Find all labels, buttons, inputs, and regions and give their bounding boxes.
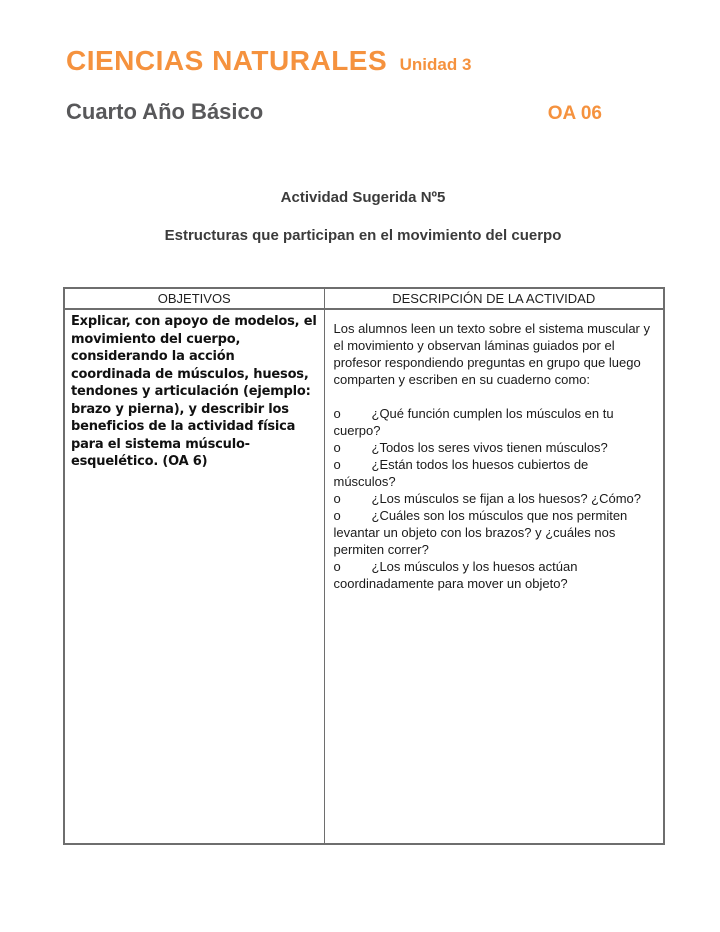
activity-subtitle: Estructuras que participan en el movimiento del cuerpo	[164, 227, 562, 244]
question-item	[334, 456, 654, 490]
bullet-marker: o	[333, 440, 341, 455]
question-text: ¿Los músculos y los huesos actúan coordinadamente para mover un objeto?	[333, 559, 578, 591]
question-text: ¿Los músculos se fijan a los huesos? ¿Cómo?	[371, 491, 642, 506]
question-text: ¿Todos los seres vivos tienen músculos?	[371, 440, 608, 455]
activity-table-wrap	[63, 287, 663, 845]
bullet-marker: o	[333, 457, 341, 472]
objective-cell: Explicar, con apoyo de modelos, el movimiento del cuerpo, considerando la acción coordinada de músculos, huesos, tendones y articulación (ejemplo: brazo y pierna), y describir los beneficios de la actividad física para el sistema músculo-esquelético. (OA 6)	[64, 309, 324, 844]
question-text: ¿Cuáles son los músculos que nos permiten levantar un objeto con los brazos? y ¿cuáles nos permiten correr?	[333, 508, 628, 557]
question-item	[334, 405, 654, 439]
oa-code: OA 06	[547, 103, 602, 124]
document-header	[0, 0, 720, 125]
unit-label: Unidad 3	[399, 55, 472, 74]
bullet-marker: o	[333, 559, 341, 574]
grade-label: Cuarto Año Básico	[66, 99, 264, 124]
description-intro: Los alumnos leen un texto sobre el sistema muscular y el movimiento y observan láminas guiados por el profesor respondiendo preguntas en grupo que luego comparten y escriben en su cuaderno como:	[333, 321, 650, 387]
activity-table	[63, 287, 665, 845]
question-item	[334, 439, 654, 456]
question-text: ¿Qué función cumplen los músculos en tu cuerpo?	[333, 406, 614, 438]
column-header-objetivos: OBJETIVOS	[64, 288, 324, 309]
activity-title: Actividad Sugerida Nº5	[280, 189, 446, 206]
column-header-descripcion: DESCRIPCIÓN DE LA ACTIVIDAD	[324, 288, 664, 309]
activity-titles	[63, 189, 663, 244]
bullet-marker: o	[333, 508, 341, 523]
question-item	[334, 507, 654, 558]
question-item	[334, 558, 654, 592]
bullet-marker: o	[333, 406, 341, 421]
grade-line	[66, 99, 666, 125]
course-title: CIENCIAS NATURALES	[66, 45, 388, 76]
description-cell	[324, 309, 664, 844]
table-header-row	[64, 288, 664, 309]
question-item	[334, 490, 654, 507]
question-list	[334, 405, 654, 592]
table-body-row	[64, 309, 664, 844]
course-line	[66, 45, 666, 77]
bullet-marker: o	[333, 491, 341, 506]
question-text: ¿Están todos los huesos cubiertos de músculos?	[333, 457, 589, 489]
